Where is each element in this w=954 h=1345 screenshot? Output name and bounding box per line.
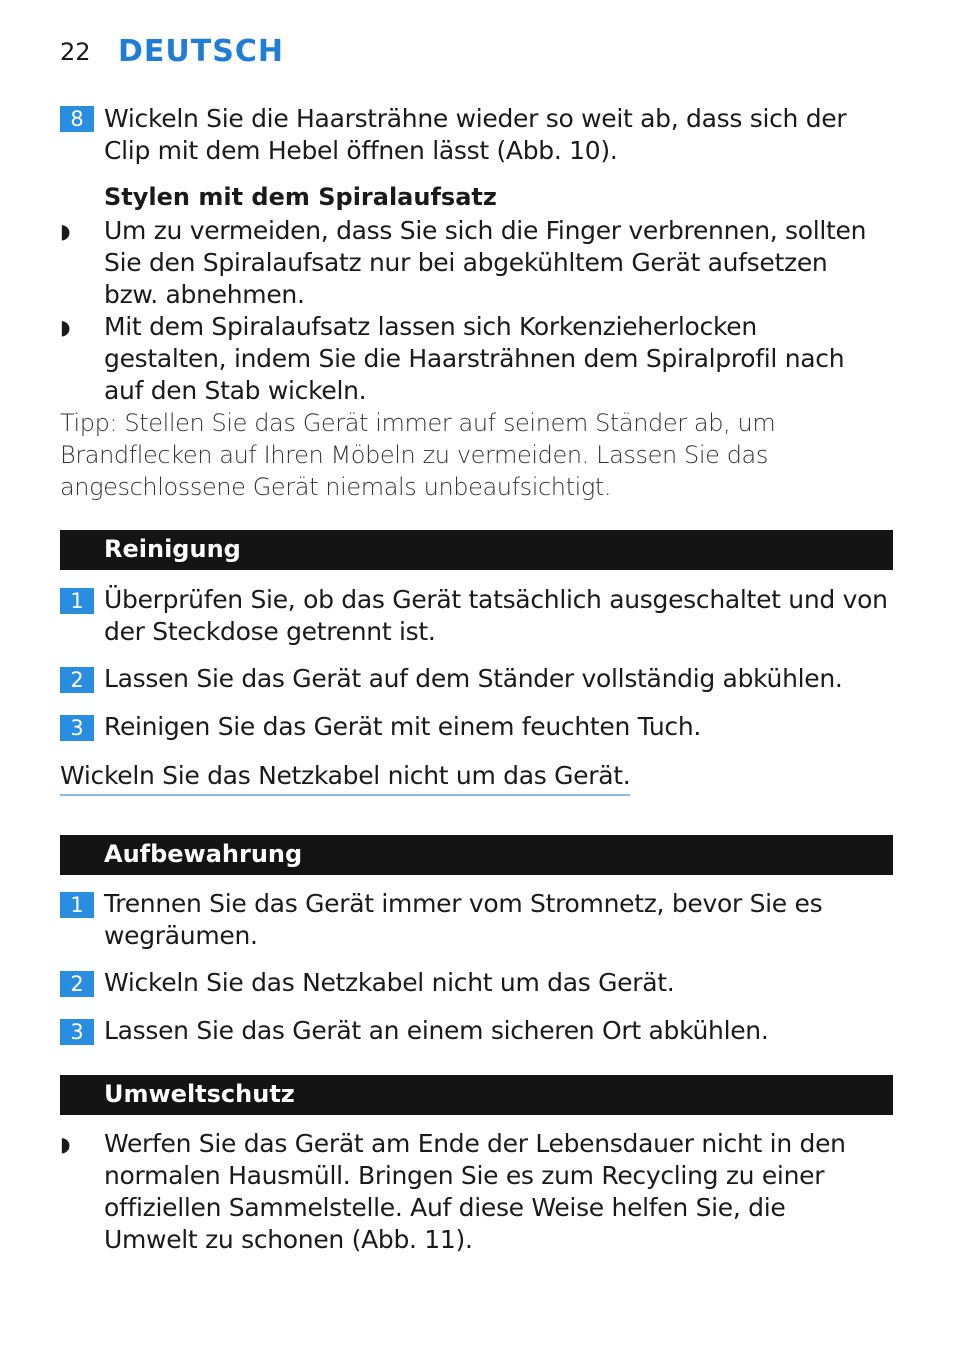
step-number-badge: 8 — [60, 106, 94, 132]
section-title: Umweltschutz — [104, 1080, 295, 1108]
bullet-icon: ◗ — [60, 1132, 71, 1156]
subsection-title: Stylen mit dem Spiralaufsatz — [104, 183, 497, 211]
bullet-icon: ◗ — [60, 219, 71, 243]
section-header-cleaning — [60, 530, 893, 570]
step-text: Überprüfen Sie, ob das Gerät tatsächlich ausgeschaltet und von der Steckdose getrennt ist. — [104, 585, 888, 646]
step-number-badge: 3 — [60, 1019, 94, 1045]
step-number-badge: 3 — [60, 715, 94, 741]
language-heading: DEUTSCH — [118, 34, 284, 69]
step-text: Wickeln Sie die Haarsträhne wieder so weit ab, dass sich der Clip mit dem Hebel öffnen lässt (Abb. 10). — [104, 104, 847, 165]
step-text: Lassen Sie das Gerät an einem sicheren Ort abkühlen. — [104, 1016, 769, 1045]
bullet-text: Werfen Sie das Gerät am Ende der Lebensdauer nicht in den normalen Hausmüll. Bringen Sie es zum Recycling zu einer offiziellen Sammelstelle. Auf diese Weise helfen Sie, die Umwelt zu schonen (Abb. 11). — [104, 1129, 846, 1254]
bullet-text: Mit dem Spiralaufsatz lassen sich Korkenzieherlocken gestalten, indem Sie die Haarsträhnen dem Spiralprofil nach auf den Stab wickeln. — [104, 312, 845, 405]
section-title: Aufbewahrung — [104, 840, 303, 868]
step-number-badge: 2 — [60, 971, 94, 997]
step-text: Reinigen Sie das Gerät mit einem feuchten Tuch. — [104, 712, 702, 741]
step-text: Trennen Sie das Gerät immer vom Stromnetz, bevor Sie es wegräumen. — [104, 889, 823, 950]
step-number-badge: 2 — [60, 667, 94, 693]
step-number-badge: 1 — [60, 588, 94, 614]
bullet-icon: ◗ — [60, 315, 71, 339]
step-text: Lassen Sie das Gerät auf dem Ständer vollständig abkühlen. — [104, 664, 843, 693]
step-number-badge: 1 — [60, 892, 94, 918]
tip-text: Tipp: Stellen Sie das Gerät immer auf seinem Ständer ab, um Brandflecken auf Ihren Möbeln zu vermeiden. Lassen Sie das angeschlossene Gerät niemals unbeaufsichtigt. — [60, 409, 776, 501]
section-title: Reinigung — [104, 535, 241, 563]
section-header-storage — [60, 835, 893, 875]
step-text: Wickeln Sie das Netzkabel nicht um das Gerät. — [104, 968, 675, 997]
page-number: 22 — [60, 38, 91, 66]
cleaning-note: Wickeln Sie das Netzkabel nicht um das Gerät. — [60, 760, 630, 796]
bullet-text: Um zu vermeiden, dass Sie sich die Finger verbrennen, sollten Sie den Spiralaufsatz nur bei abgekühltem Gerät aufsetzen bzw. abnehmen. — [104, 216, 867, 309]
section-header-environment — [60, 1075, 893, 1115]
